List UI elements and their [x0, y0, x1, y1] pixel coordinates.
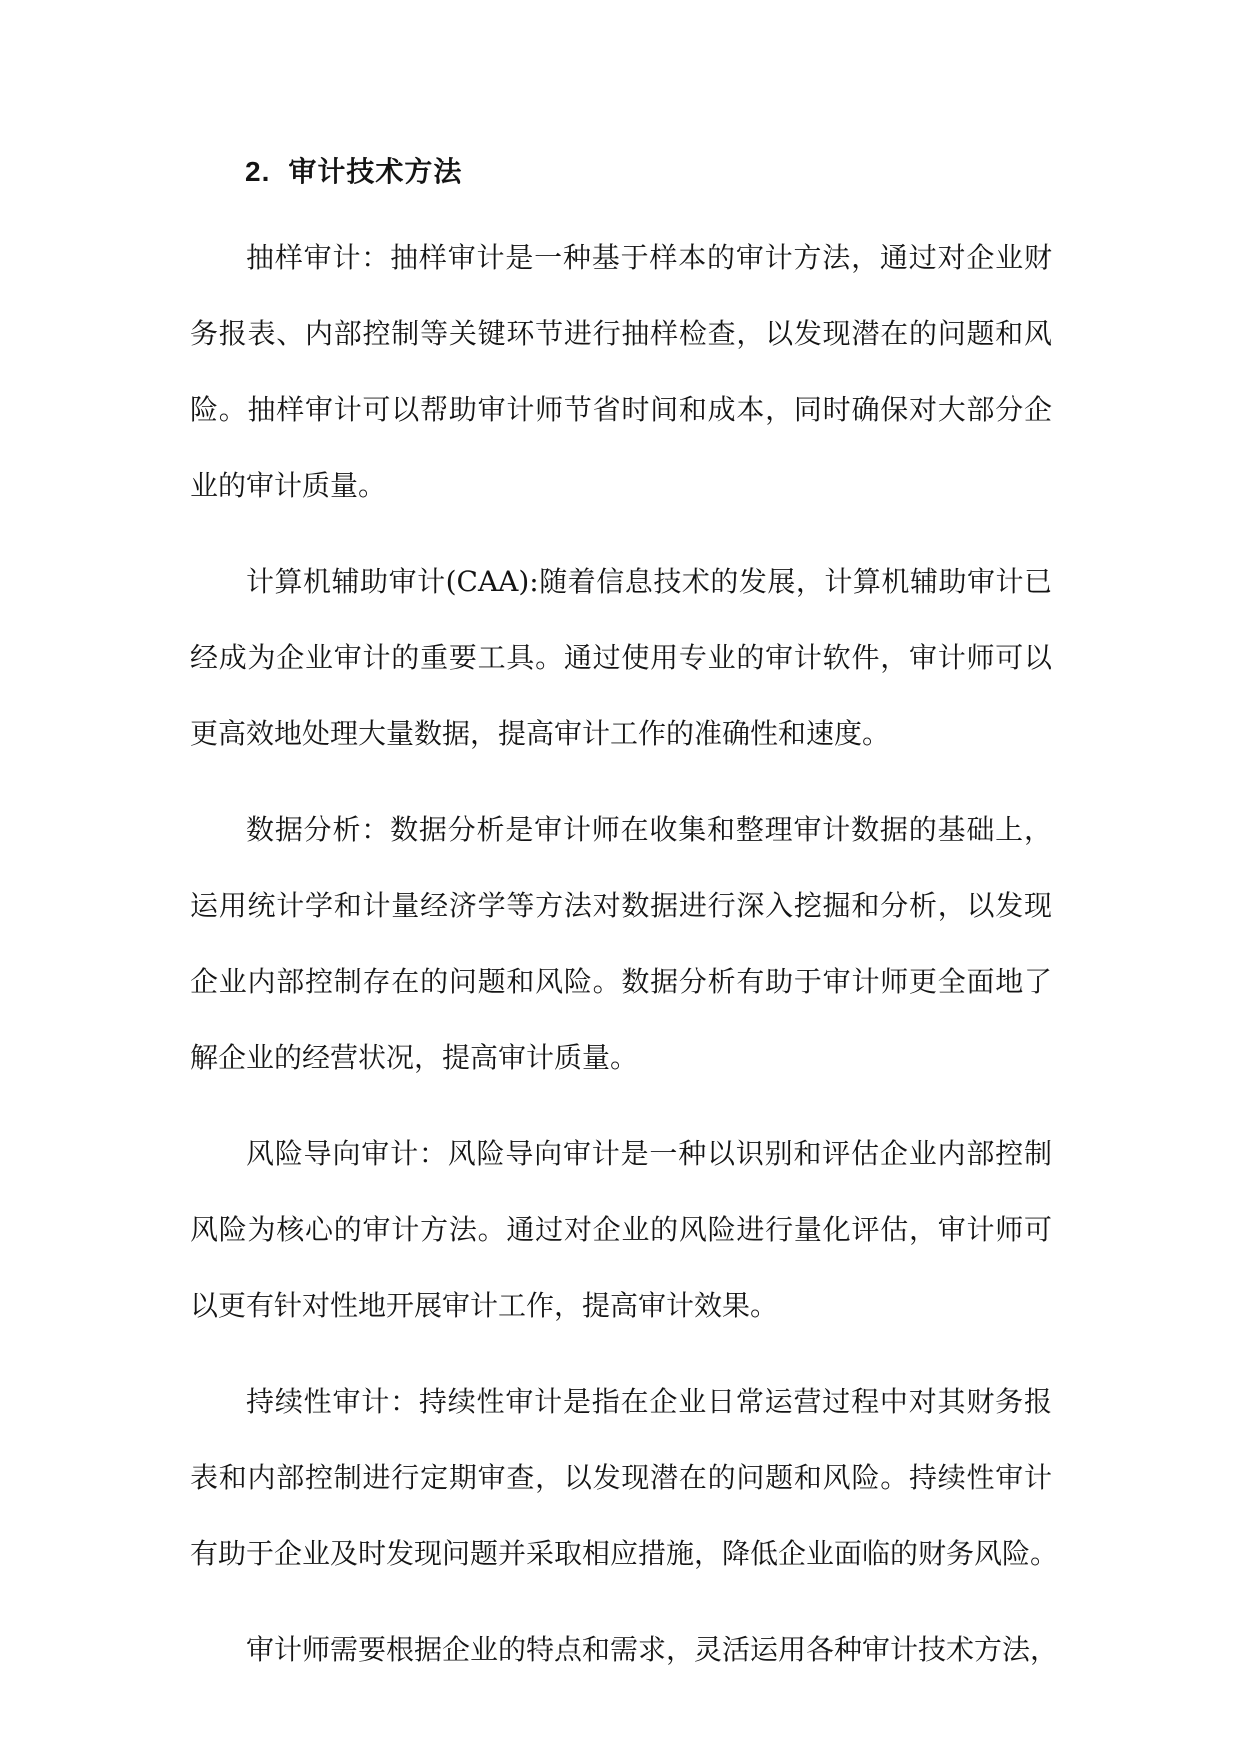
- paragraph-line: 解企业的经营状况，提高审计质量。: [190, 1041, 639, 1074]
- section-title: 审计技术方法: [288, 155, 463, 188]
- paragraph-line: 持续性审计：持续性审计是指在企业日常运营过程中对其财务报: [246, 1385, 1052, 1418]
- paragraph-line: 风险为核心的审计方法。通过对企业的风险进行量化评估，审计师可: [190, 1213, 1052, 1246]
- paragraph-line: 表和内部控制进行定期审查，以发现潜在的问题和风险。持续性审计: [190, 1461, 1052, 1494]
- paragraph-line: 抽样审计：抽样审计是一种基于样本的审计方法，通过对企业财: [246, 241, 1052, 274]
- paragraph-line: 有助于企业及时发现问题并采取相应措施，降低企业面临的财务风险。: [190, 1537, 1059, 1570]
- paragraph-line: 业的审计质量。: [190, 469, 387, 502]
- paragraph-line: 经成为企业审计的重要工具。通过使用专业的审计软件，审计师可以: [190, 641, 1052, 674]
- paragraph: [190, 792, 1052, 1096]
- paragraph-line: 运用统计学和计量经济学等方法对数据进行深入挖掘和分析，以发现: [190, 889, 1052, 922]
- paragraph-line: 险。抽样审计可以帮助审计师节省时间和成本，同时确保对大部分企: [190, 393, 1052, 426]
- paragraph: [190, 1612, 1059, 1688]
- paragraph-list: [190, 220, 1059, 1688]
- document-body: [190, 144, 1059, 1688]
- paragraph-line: 数据分析：数据分析是审计师在收集和整理审计数据的基础上，: [246, 813, 1052, 846]
- section-number: 2.: [245, 156, 271, 187]
- paragraph: [190, 1116, 1052, 1344]
- paragraph-line: 更高效地处理大量数据，提高审计工作的准确性和速度。: [190, 717, 891, 750]
- paragraph-line: 以更有针对性地开展审计工作，提高审计效果。: [190, 1289, 779, 1322]
- paragraph-line: 计算机辅助审计(CAA):随着信息技术的发展，计算机辅助审计已: [246, 565, 1052, 598]
- paragraph: [190, 544, 1052, 772]
- section-heading: [190, 144, 1052, 200]
- paragraph-line: 审计师需要根据企业的特点和需求，灵活运用各种审计技术方法，: [246, 1633, 1059, 1666]
- paragraph-line: 风险导向审计：风险导向审计是一种以识别和评估企业内部控制: [246, 1137, 1052, 1170]
- paragraph: [190, 1364, 1059, 1592]
- paragraph-line: 务报表、内部控制等关键环节进行抽样检查，以发现潜在的问题和风: [190, 317, 1052, 350]
- paragraph: [190, 220, 1052, 524]
- paragraph-line: 企业内部控制存在的问题和风险。数据分析有助于审计师更全面地了: [190, 965, 1052, 998]
